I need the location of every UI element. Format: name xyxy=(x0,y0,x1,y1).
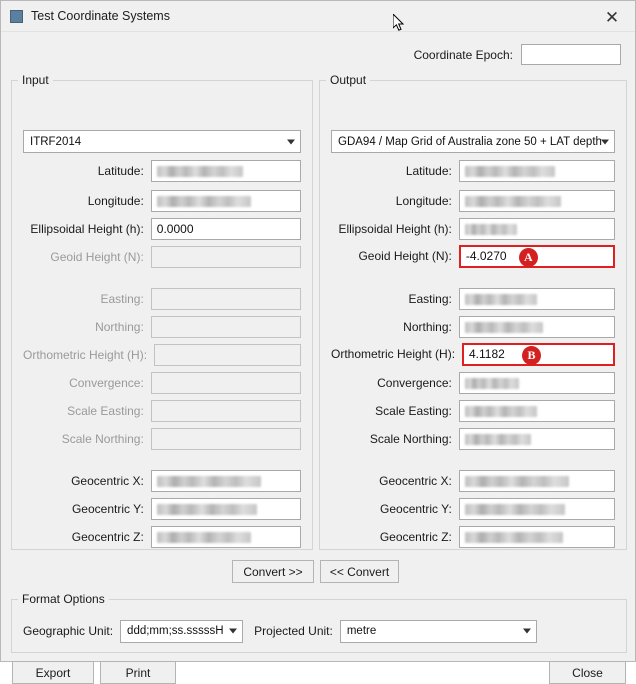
input-field-scale-easting xyxy=(151,400,301,422)
convert-back-button[interactable]: << Convert xyxy=(320,560,399,583)
output-label-geocentric-y: Geocentric Y: xyxy=(380,502,452,516)
output-group-label: Output xyxy=(326,73,370,87)
print-button[interactable]: Print xyxy=(100,661,176,684)
annotation-badge-a: A xyxy=(519,248,538,267)
input-row-geocentric-y xyxy=(23,498,301,520)
convert-forward-button[interactable]: Convert >> xyxy=(232,560,314,583)
output-row-geocentric-x xyxy=(331,470,615,492)
input-row-scale-easting xyxy=(23,400,301,422)
output-row-easting xyxy=(331,288,615,310)
output-label-geoid-height: Geoid Height (N): xyxy=(358,249,452,263)
input-field-geoid-height xyxy=(151,246,301,268)
input-label-easting: Easting: xyxy=(100,292,144,306)
geographic-unit-combo[interactable] xyxy=(120,620,243,643)
input-row-easting xyxy=(23,288,301,310)
projected-unit-label: Projected Unit: xyxy=(254,624,333,638)
input-label-northing: Northing: xyxy=(95,320,144,334)
projected-unit-row xyxy=(249,620,537,642)
input-group-label: Input xyxy=(18,73,53,87)
output-row-latitude xyxy=(331,160,615,182)
input-row-geoid-height xyxy=(23,246,301,268)
output-row-scale-easting xyxy=(331,400,615,422)
output-value-orthometric-height: 4.1182 xyxy=(469,347,505,361)
output-field-geocentric-x[interactable] xyxy=(459,470,615,492)
input-row-geocentric-x xyxy=(23,470,301,492)
output-field-longitude[interactable] xyxy=(459,190,615,212)
input-row-longitude xyxy=(23,190,301,212)
input-row-orthometric-height xyxy=(23,344,301,366)
output-label-geocentric-x: Geocentric X: xyxy=(379,474,452,488)
input-field-orthometric-height xyxy=(154,344,301,366)
geographic-unit-value: ddd;mm;ss.sssssH xyxy=(127,625,224,637)
close-icon[interactable]: ✕ xyxy=(604,7,620,27)
input-row-convergence xyxy=(23,372,301,394)
format-options-label: Format Options xyxy=(18,592,109,606)
input-row-scale-northing xyxy=(23,428,301,450)
title-bar xyxy=(1,1,635,32)
input-field-geocentric-y[interactable] xyxy=(151,498,301,520)
output-field-scale-easting[interactable] xyxy=(459,400,615,422)
output-label-easting: Easting: xyxy=(408,292,452,306)
input-label-longitude: Longitude: xyxy=(87,194,144,208)
coordinate-epoch-label: Coordinate Epoch: xyxy=(413,47,513,62)
output-label-orthometric-height: Orthometric Height (H): xyxy=(331,347,456,361)
input-row-northing xyxy=(23,316,301,338)
input-field-ellipsoidal-height[interactable] xyxy=(151,218,301,240)
geographic-unit-row xyxy=(23,620,243,642)
projected-unit-combo[interactable] xyxy=(340,620,537,643)
chevron-down-icon xyxy=(229,629,237,634)
input-field-geocentric-z[interactable] xyxy=(151,526,301,548)
dialog-content xyxy=(1,32,635,680)
input-label-convergence: Convergence: xyxy=(69,376,144,390)
output-label-latitude: Latitude: xyxy=(405,164,452,178)
input-label-geoid-height: Geoid Height (N): xyxy=(50,250,144,264)
window-title: Test Coordinate Systems xyxy=(31,9,170,23)
input-datum-combo[interactable] xyxy=(23,130,301,153)
output-field-orthometric-height[interactable] xyxy=(462,343,615,366)
output-field-northing[interactable] xyxy=(459,316,615,338)
input-value-ellipsoidal-height: 0.0000 xyxy=(156,222,194,236)
input-row-ellipsoidal-height xyxy=(23,218,301,240)
input-label-geocentric-y: Geocentric Y: xyxy=(71,502,144,516)
output-field-convergence[interactable] xyxy=(459,372,615,394)
output-field-geoid-height[interactable] xyxy=(459,245,615,268)
output-row-geoid-height xyxy=(331,245,615,267)
geographic-unit-label: Geographic Unit: xyxy=(23,624,114,638)
chevron-down-icon xyxy=(523,629,531,634)
input-label-scale-easting: Scale Easting: xyxy=(67,404,144,418)
output-row-scale-northing xyxy=(331,428,615,450)
output-datum-value: GDA94 / Map Grid of Australia zone 50 + LAT depth xyxy=(338,135,602,148)
input-label-ellipsoidal-height: Ellipsoidal Height (h): xyxy=(30,222,144,236)
output-field-scale-northing[interactable] xyxy=(459,428,615,450)
output-label-ellipsoidal-height: Ellipsoidal Height (h): xyxy=(338,222,452,236)
annotation-badge-b: B xyxy=(522,346,541,365)
input-datum-value: ITRF2014 xyxy=(30,135,82,148)
output-row-longitude xyxy=(331,190,615,212)
output-label-longitude: Longitude: xyxy=(395,194,452,208)
export-button[interactable]: Export xyxy=(12,661,94,684)
output-label-geocentric-z: Geocentric Z: xyxy=(379,530,452,544)
output-label-scale-northing: Scale Northing: xyxy=(369,432,452,446)
output-label-scale-easting: Scale Easting: xyxy=(375,404,452,418)
output-field-latitude[interactable] xyxy=(459,160,615,182)
input-field-geocentric-x[interactable] xyxy=(151,470,301,492)
input-label-geocentric-x: Geocentric X: xyxy=(71,474,144,488)
output-row-convergence xyxy=(331,372,615,394)
output-field-geocentric-z[interactable] xyxy=(459,526,615,548)
output-field-geocentric-y[interactable] xyxy=(459,498,615,520)
projected-unit-value: metre xyxy=(346,625,377,637)
chevron-down-icon xyxy=(601,139,609,144)
input-row-latitude xyxy=(23,160,301,182)
output-row-geocentric-z xyxy=(331,526,615,548)
input-field-convergence xyxy=(151,372,301,394)
output-field-easting[interactable] xyxy=(459,288,615,310)
output-row-northing xyxy=(331,316,615,338)
input-field-latitude[interactable] xyxy=(151,160,301,182)
input-label-orthometric-height: Orthometric Height (H): xyxy=(23,348,148,362)
app-icon xyxy=(10,10,23,23)
output-datum-combo[interactable] xyxy=(331,130,615,153)
input-field-northing xyxy=(151,316,301,338)
output-row-geocentric-y xyxy=(331,498,615,520)
input-label-scale-northing: Scale Northing: xyxy=(61,432,144,446)
input-field-scale-northing xyxy=(151,428,301,450)
chevron-down-icon xyxy=(287,139,295,144)
output-value-geoid-height: -4.0270 xyxy=(465,249,507,263)
output-label-convergence: Convergence: xyxy=(377,376,452,390)
input-row-geocentric-z xyxy=(23,526,301,548)
output-label-northing: Northing: xyxy=(403,320,452,334)
output-row-orthometric-height xyxy=(331,343,615,365)
coordinate-epoch-row xyxy=(414,44,621,65)
input-label-geocentric-z: Geocentric Z: xyxy=(71,530,144,544)
input-field-easting xyxy=(151,288,301,310)
input-field-longitude[interactable] xyxy=(151,190,301,212)
input-label-latitude: Latitude: xyxy=(97,164,144,178)
output-row-ellipsoidal-height xyxy=(331,218,615,240)
output-field-ellipsoidal-height[interactable] xyxy=(459,218,615,240)
coordinate-epoch-input[interactable] xyxy=(521,44,621,65)
close-button[interactable]: Close xyxy=(549,661,626,684)
